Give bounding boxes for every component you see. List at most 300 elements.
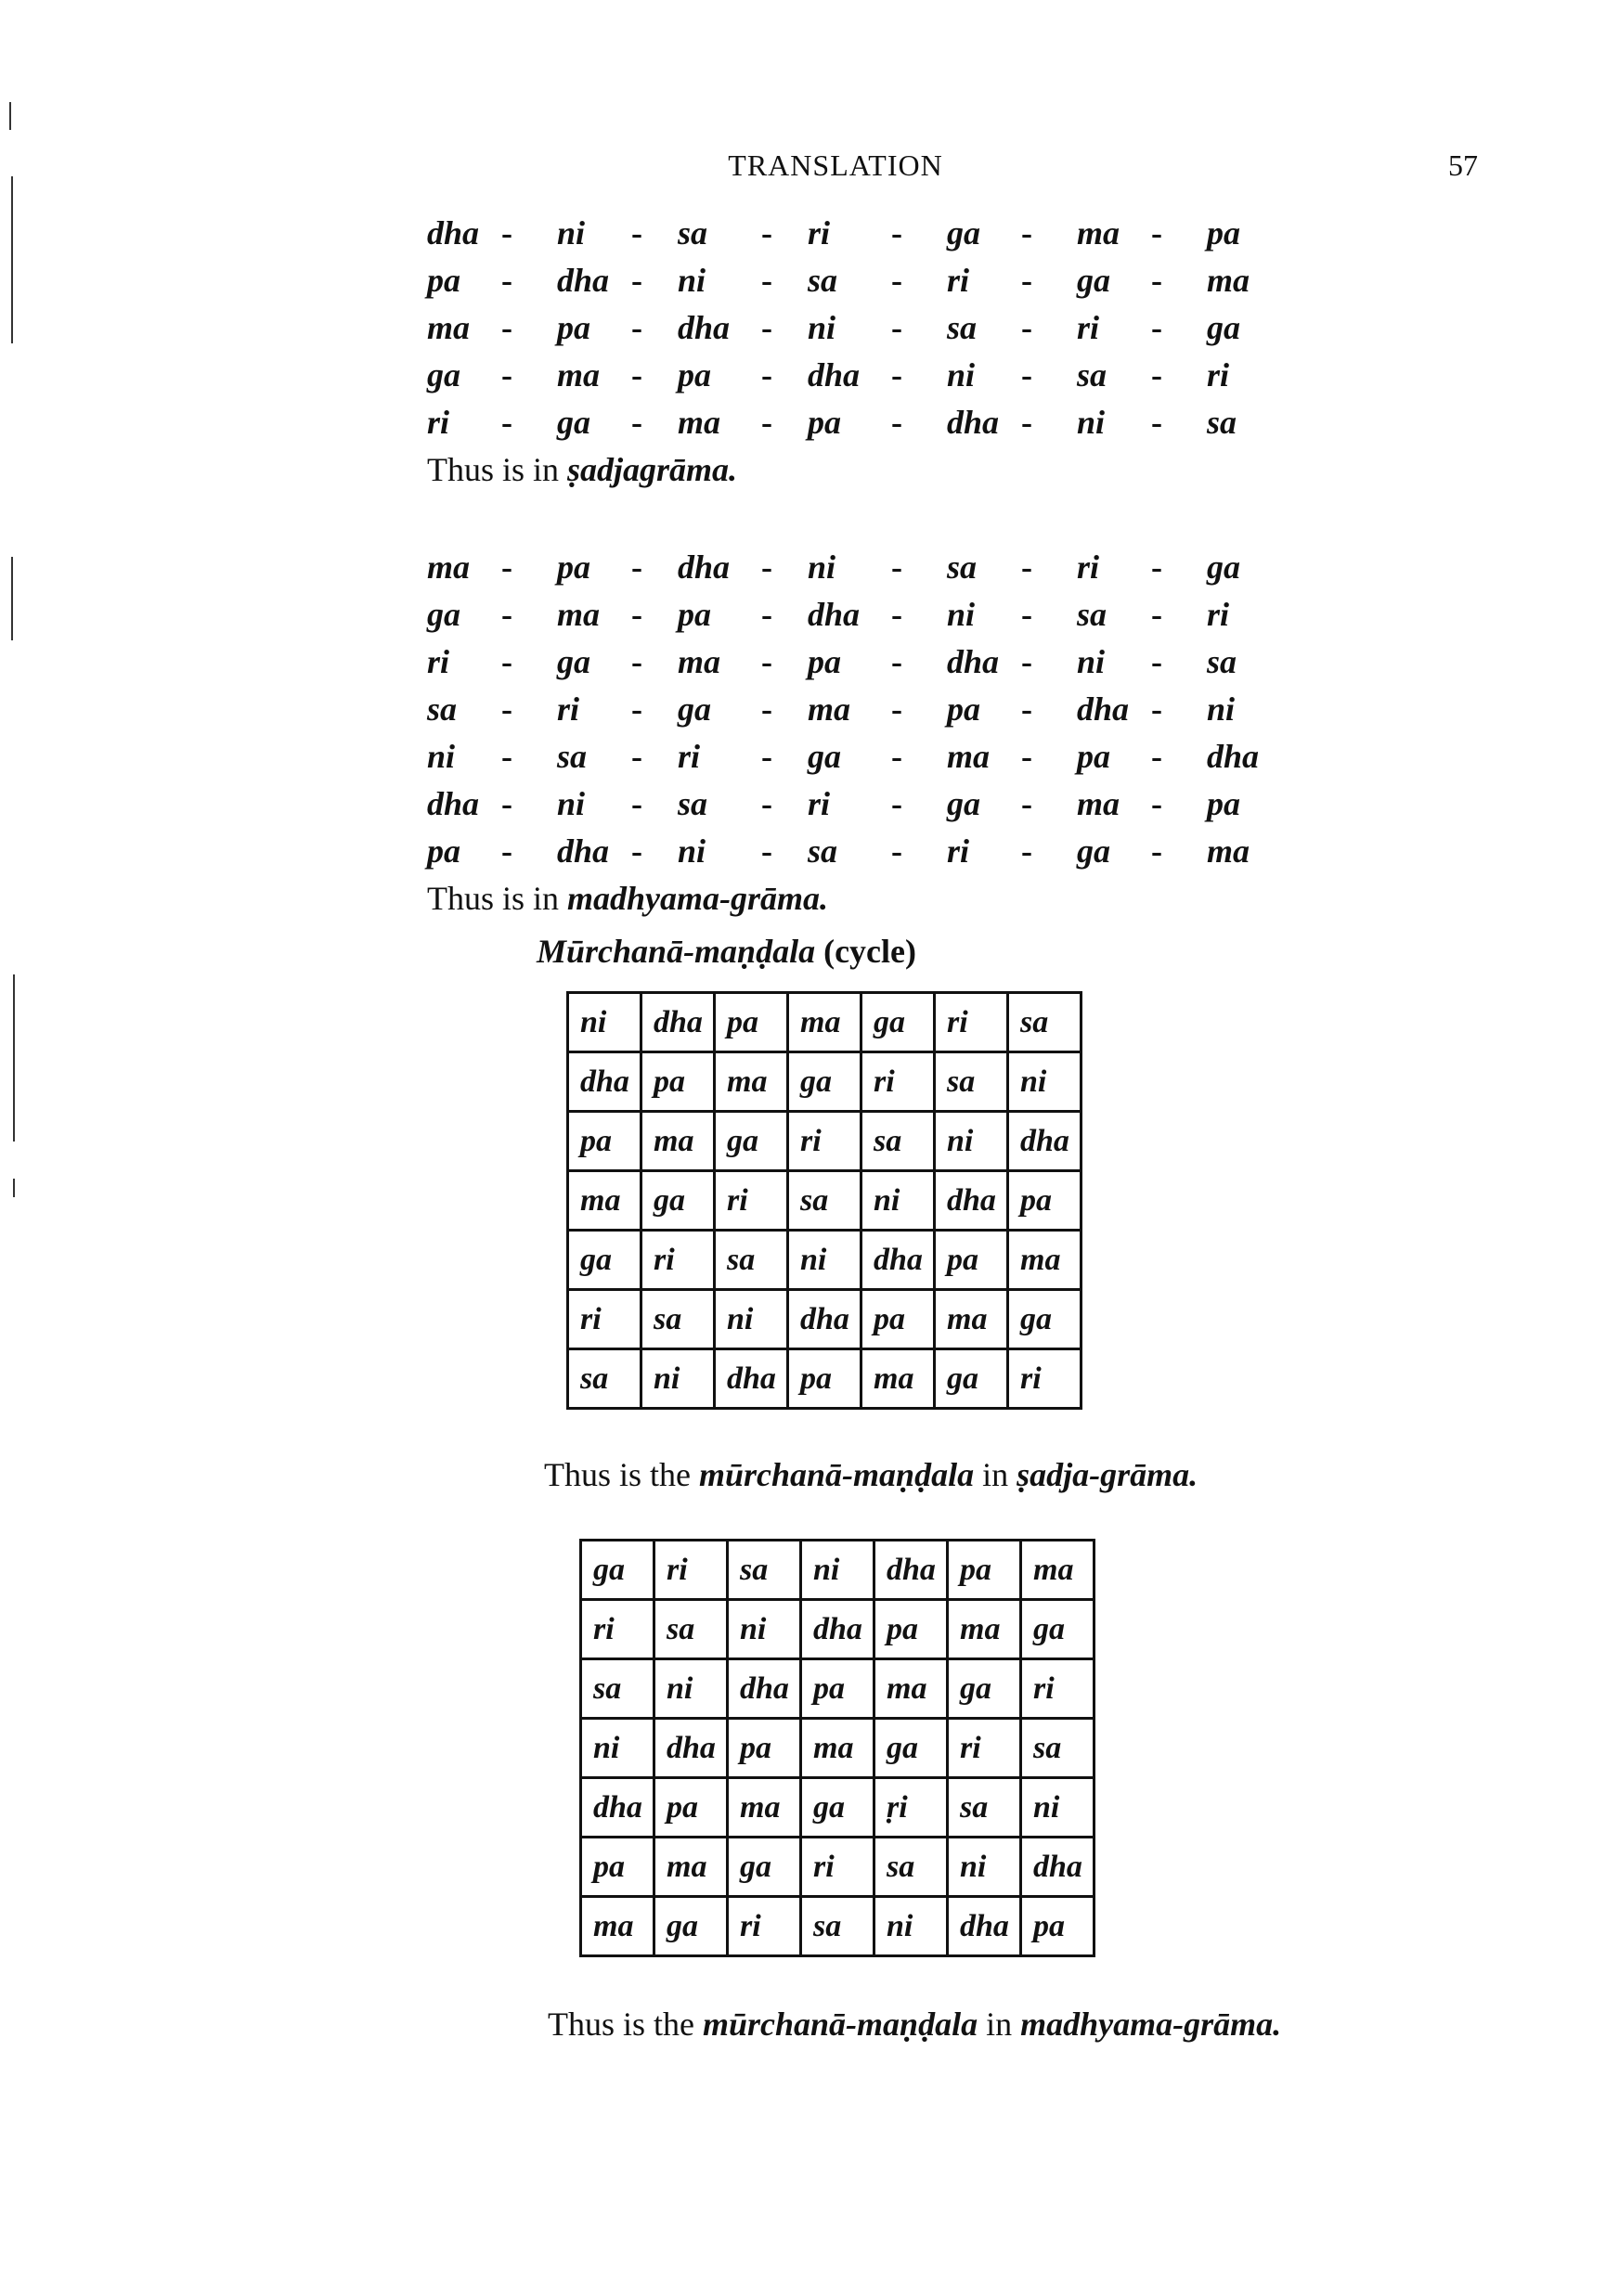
table-cell: pa [788, 1349, 861, 1409]
note: dha [557, 832, 610, 870]
separator-dash: - [1151, 738, 1162, 775]
table-row [581, 1838, 1094, 1897]
note: sa [427, 690, 458, 728]
table-cell: pa [641, 1052, 715, 1112]
separator-dash: - [761, 404, 772, 441]
table-cell: pa [948, 1541, 1021, 1600]
note: ri [808, 785, 831, 822]
note: ni [1077, 404, 1106, 441]
note: ma [678, 643, 721, 680]
note: sa [808, 832, 838, 870]
table-cell: dha [801, 1600, 874, 1659]
note: dha [427, 214, 480, 252]
note: ri [678, 738, 701, 775]
caption-term: mūrchanā-maṇḍala [703, 2006, 978, 2043]
note: ri [1077, 548, 1100, 586]
table-cell: dha [641, 993, 715, 1052]
separator-dash: - [501, 309, 512, 346]
note: dha [947, 404, 1000, 441]
table-cell: ga [568, 1231, 641, 1290]
sequence-row [427, 213, 1240, 261]
separator-dash: - [1151, 643, 1162, 680]
table-cell: ga [874, 1719, 948, 1778]
table-row [581, 1719, 1094, 1778]
note: ma [1077, 785, 1120, 822]
separator-dash: - [1151, 404, 1162, 441]
note: ma [1207, 262, 1250, 299]
table-cell: dha [935, 1171, 1008, 1231]
sadja-mandala-table [566, 991, 1082, 1410]
separator-dash: - [1151, 785, 1162, 822]
separator-dash: - [1021, 690, 1032, 728]
separator-dash: - [891, 214, 902, 252]
table-cell: ni [801, 1541, 874, 1600]
table-cell: ri [1008, 1349, 1081, 1409]
note: ni [808, 548, 836, 586]
separator-dash: - [891, 309, 902, 346]
table-cell: ma [641, 1112, 715, 1171]
separator-dash: - [1151, 690, 1162, 728]
note: ma [557, 596, 601, 633]
note: ni [947, 356, 976, 393]
note: ri [1207, 356, 1230, 393]
note: dha [808, 596, 861, 633]
separator-dash: - [1151, 548, 1162, 586]
table-cell: ri [654, 1541, 728, 1600]
table-cell: ni [1021, 1778, 1094, 1838]
table-cell: ni [935, 1112, 1008, 1171]
note: ma [557, 356, 601, 393]
separator-dash: - [501, 643, 512, 680]
note: ma [1077, 214, 1120, 252]
separator-dash: - [631, 548, 642, 586]
table-cell: sa [728, 1541, 801, 1600]
table-cell: ga [581, 1541, 654, 1600]
note: dha [678, 548, 731, 586]
table-cell: dha [948, 1897, 1021, 1956]
note: dha [678, 309, 731, 346]
separator-dash: - [761, 738, 772, 775]
sadja-sequence-block [427, 213, 1250, 497]
note: pa [1207, 785, 1240, 822]
caption-term2: ṣadja-grāma. [1017, 1456, 1198, 1493]
table-row [581, 1541, 1094, 1600]
table-cell: ga [1021, 1600, 1094, 1659]
separator-dash: - [891, 690, 902, 728]
separator-dash: - [631, 738, 642, 775]
separator-dash: - [631, 404, 642, 441]
table-cell: ri [1021, 1659, 1094, 1719]
separator-dash: - [1021, 404, 1032, 441]
separator-dash: - [631, 214, 642, 252]
note: ga [947, 785, 980, 822]
note: sa [808, 262, 838, 299]
table-cell: pa [715, 993, 788, 1052]
note: dha [557, 262, 610, 299]
table-cell: dha [581, 1778, 654, 1838]
table-cell: ni [728, 1600, 801, 1659]
madhyama-table-caption [548, 2005, 1281, 2044]
separator-dash: - [1151, 214, 1162, 252]
table-cell: ri [641, 1231, 715, 1290]
note: sa [678, 785, 708, 822]
table-cell: ma [1021, 1541, 1094, 1600]
table-cell: ma [568, 1171, 641, 1231]
table-row [581, 1778, 1094, 1838]
table-cell: sa [788, 1171, 861, 1231]
sequence-row [427, 308, 1240, 355]
separator-dash: - [891, 738, 902, 775]
table-row [568, 1171, 1081, 1231]
separator-dash: - [631, 596, 642, 633]
note: ga [808, 738, 841, 775]
table-cell: ni [641, 1349, 715, 1409]
table-cell: dha [568, 1052, 641, 1112]
separator-dash: - [1151, 596, 1162, 633]
table-cell: ri [861, 1052, 935, 1112]
note: ma [947, 738, 991, 775]
table-cell: ri [801, 1838, 874, 1897]
note: ga [1077, 262, 1110, 299]
note: dha [427, 785, 480, 822]
table-cell: ri [581, 1600, 654, 1659]
separator-dash: - [501, 404, 512, 441]
separator-dash: - [891, 596, 902, 633]
separator-dash: - [501, 548, 512, 586]
table-cell: pa [935, 1231, 1008, 1290]
note: ri [427, 643, 450, 680]
note: ni [1207, 690, 1236, 728]
table-cell: dha [654, 1719, 728, 1778]
table-cell: ri [948, 1719, 1021, 1778]
note: pa [947, 690, 980, 728]
note: ga [1207, 548, 1240, 586]
sequence-row [427, 355, 1230, 403]
note: ni [557, 214, 586, 252]
caption-prefix: Thus is in [427, 880, 568, 917]
caption-prefix: Thus is the [544, 1456, 699, 1493]
separator-dash: - [631, 690, 642, 728]
table-cell: ni [568, 993, 641, 1052]
table-cell: sa [715, 1231, 788, 1290]
note: ri [808, 214, 831, 252]
separator-dash: - [501, 596, 512, 633]
separator-dash: - [1021, 785, 1032, 822]
table-cell: ga [654, 1897, 728, 1956]
table-cell: ga [641, 1171, 715, 1231]
table-cell: ni [861, 1171, 935, 1231]
table-cell: ga [1008, 1290, 1081, 1349]
separator-dash: - [1021, 643, 1032, 680]
separator-dash: - [761, 690, 772, 728]
separator-dash: - [1151, 262, 1162, 299]
margin-mark [11, 557, 13, 640]
separator-dash: - [891, 356, 902, 393]
table-cell: ga [935, 1349, 1008, 1409]
table-cell: ni [654, 1659, 728, 1719]
caption-prefix: Thus is the [548, 2006, 703, 2043]
note: pa [1077, 738, 1110, 775]
note: dha [808, 356, 861, 393]
table-row [568, 1112, 1081, 1171]
separator-dash: - [1021, 309, 1032, 346]
note: dha [947, 643, 1000, 680]
separator-dash: - [1021, 214, 1032, 252]
note: ri [557, 690, 580, 728]
separator-dash: - [501, 356, 512, 393]
table-row [581, 1659, 1094, 1719]
note: ma [427, 548, 471, 586]
table-cell: dha [728, 1659, 801, 1719]
separator-dash: - [1021, 738, 1032, 775]
note: pa [678, 596, 711, 633]
separator-dash: - [631, 832, 642, 870]
table-cell: dha [1008, 1112, 1081, 1171]
note: pa [1207, 214, 1240, 252]
table-cell: ga [728, 1838, 801, 1897]
note: sa [1207, 643, 1237, 680]
separator-dash: - [631, 643, 642, 680]
margin-mark [9, 102, 11, 130]
separator-dash: - [761, 214, 772, 252]
separator-dash: - [891, 643, 902, 680]
note: dha [1207, 738, 1260, 775]
note: ga [427, 596, 460, 633]
separator-dash: - [1021, 548, 1032, 586]
note: ga [678, 690, 711, 728]
table-cell: sa [654, 1600, 728, 1659]
table-cell: ri [935, 993, 1008, 1052]
caption-middle: in [978, 2006, 1021, 2043]
section-heading [537, 932, 916, 971]
note: ri [1207, 596, 1230, 633]
caption-term: mūrchanā-maṇḍala [699, 1456, 975, 1493]
note: sa [557, 738, 588, 775]
separator-dash: - [761, 832, 772, 870]
table-cell: ri [715, 1171, 788, 1231]
table-cell: ga [948, 1659, 1021, 1719]
table-cell: ma [1008, 1231, 1081, 1290]
sequence-row [427, 690, 1236, 737]
note: ga [947, 214, 980, 252]
table-cell: sa [948, 1778, 1021, 1838]
separator-dash: - [1021, 832, 1032, 870]
caption-term2: madhyama-grāma. [1020, 2006, 1282, 2043]
table-cell: ma [654, 1838, 728, 1897]
separator-dash: - [761, 356, 772, 393]
separator-dash: - [761, 262, 772, 299]
separator-dash: - [631, 309, 642, 346]
note: ga [1077, 832, 1110, 870]
table-cell: pa [1021, 1897, 1094, 1956]
note: ni [678, 832, 706, 870]
table-cell: sa [1021, 1719, 1094, 1778]
margin-mark [13, 974, 15, 1142]
table-row [568, 1290, 1081, 1349]
note: ga [557, 643, 590, 680]
separator-dash: - [1151, 309, 1162, 346]
note: ni [947, 596, 976, 633]
note: ni [557, 785, 586, 822]
note: ga [427, 356, 460, 393]
sequence-caption [427, 879, 828, 925]
table-cell: ṛi [874, 1778, 948, 1838]
note: sa [1207, 404, 1237, 441]
table-cell: dha [715, 1349, 788, 1409]
table-cell: ni [1008, 1052, 1081, 1112]
section-heading-term: Mūrchanā-maṇḍala [537, 933, 816, 970]
note: ni [678, 262, 706, 299]
note: sa [947, 548, 978, 586]
table-cell: ga [715, 1112, 788, 1171]
separator-dash: - [631, 356, 642, 393]
separator-dash: - [501, 690, 512, 728]
sequence-row [427, 403, 1237, 450]
caption-middle: in [974, 1456, 1017, 1493]
caption-prefix: Thus is in [427, 451, 568, 488]
note: sa [678, 214, 708, 252]
margin-mark [13, 1179, 15, 1197]
note: ni [1077, 643, 1106, 680]
table-cell: dha [874, 1541, 948, 1600]
note: sa [947, 309, 978, 346]
page-number: 57 [1448, 148, 1478, 182]
table-cell: ga [788, 1052, 861, 1112]
table-cell: ma [801, 1719, 874, 1778]
separator-dash: - [501, 832, 512, 870]
note: pa [808, 404, 841, 441]
table-cell: ga [861, 993, 935, 1052]
running-header: TRANSLATION [728, 148, 943, 182]
table-cell: dha [788, 1290, 861, 1349]
table-cell: sa [581, 1659, 654, 1719]
sequence-row [427, 642, 1237, 690]
table-cell: ri [728, 1897, 801, 1956]
table-cell: ma [874, 1659, 948, 1719]
table-row [568, 1052, 1081, 1112]
table-cell: sa [801, 1897, 874, 1956]
sequence-row [427, 261, 1250, 308]
note: dha [1077, 690, 1130, 728]
table-cell: ni [581, 1719, 654, 1778]
note: ma [1207, 832, 1250, 870]
separator-dash: - [501, 738, 512, 775]
separator-dash: - [1021, 356, 1032, 393]
table-cell: ni [715, 1290, 788, 1349]
separator-dash: - [761, 309, 772, 346]
table-cell: ri [568, 1290, 641, 1349]
separator-dash: - [631, 262, 642, 299]
separator-dash: - [891, 262, 902, 299]
sadja-table-caption [544, 1455, 1198, 1494]
sequence-row [427, 595, 1230, 642]
separator-dash: - [1151, 356, 1162, 393]
note: pa [678, 356, 711, 393]
separator-dash: - [761, 548, 772, 586]
caption-term: ṣadjagrāma. [567, 451, 738, 488]
note: sa [1077, 596, 1107, 633]
table-cell: sa [641, 1290, 715, 1349]
separator-dash: - [891, 785, 902, 822]
table-cell: dha [861, 1231, 935, 1290]
separator-dash: - [891, 548, 902, 586]
table-cell: pa [801, 1659, 874, 1719]
separator-dash: - [501, 262, 512, 299]
note: ga [557, 404, 590, 441]
note: ri [427, 404, 450, 441]
separator-dash: - [1151, 832, 1162, 870]
note: ri [1077, 309, 1100, 346]
margin-mark [11, 176, 13, 343]
table-cell: ga [801, 1778, 874, 1838]
table-cell: ma [948, 1600, 1021, 1659]
sequence-row [427, 832, 1250, 879]
separator-dash: - [761, 785, 772, 822]
table-cell: sa [1008, 993, 1081, 1052]
table-cell: ma [581, 1897, 654, 1956]
table-cell: ma [788, 993, 861, 1052]
table-cell: ma [728, 1778, 801, 1838]
note: ni [427, 738, 456, 775]
table-row [581, 1600, 1094, 1659]
separator-dash: - [891, 832, 902, 870]
table-cell: pa [728, 1719, 801, 1778]
table-cell: ma [861, 1349, 935, 1409]
note: pa [557, 548, 590, 586]
table-row [581, 1897, 1094, 1956]
table-cell: pa [1008, 1171, 1081, 1231]
separator-dash: - [631, 785, 642, 822]
table-row [568, 1231, 1081, 1290]
table-cell: ma [935, 1290, 1008, 1349]
note: ma [427, 309, 471, 346]
table-cell: ma [715, 1052, 788, 1112]
separator-dash: - [891, 404, 902, 441]
note: sa [1077, 356, 1107, 393]
separator-dash: - [761, 596, 772, 633]
section-heading-suffix: (cycle) [815, 933, 916, 970]
note: pa [427, 832, 460, 870]
note: ri [947, 832, 970, 870]
note: ga [1207, 309, 1240, 346]
table-cell: pa [654, 1778, 728, 1838]
table-cell: ni [788, 1231, 861, 1290]
table-cell: pa [874, 1600, 948, 1659]
note: pa [557, 309, 590, 346]
madhyama-sequence-block [427, 548, 1260, 925]
sequence-row [427, 784, 1240, 832]
note: ni [808, 309, 836, 346]
table-cell: sa [861, 1112, 935, 1171]
note: ma [678, 404, 721, 441]
separator-dash: - [501, 785, 512, 822]
note: pa [427, 262, 460, 299]
table-cell: pa [581, 1838, 654, 1897]
separator-dash: - [1021, 596, 1032, 633]
madhyama-mandala-table [579, 1539, 1095, 1957]
separator-dash: - [1021, 262, 1032, 299]
table-cell: dha [1021, 1838, 1094, 1897]
sequence-caption [427, 450, 737, 497]
table-cell: pa [568, 1112, 641, 1171]
sequence-row [427, 737, 1260, 784]
table-cell: ni [874, 1897, 948, 1956]
sequence-row [427, 548, 1240, 595]
note: ma [808, 690, 851, 728]
table-cell: ri [788, 1112, 861, 1171]
caption-term: madhyama-grāma. [567, 880, 829, 917]
table-cell: ni [948, 1838, 1021, 1897]
